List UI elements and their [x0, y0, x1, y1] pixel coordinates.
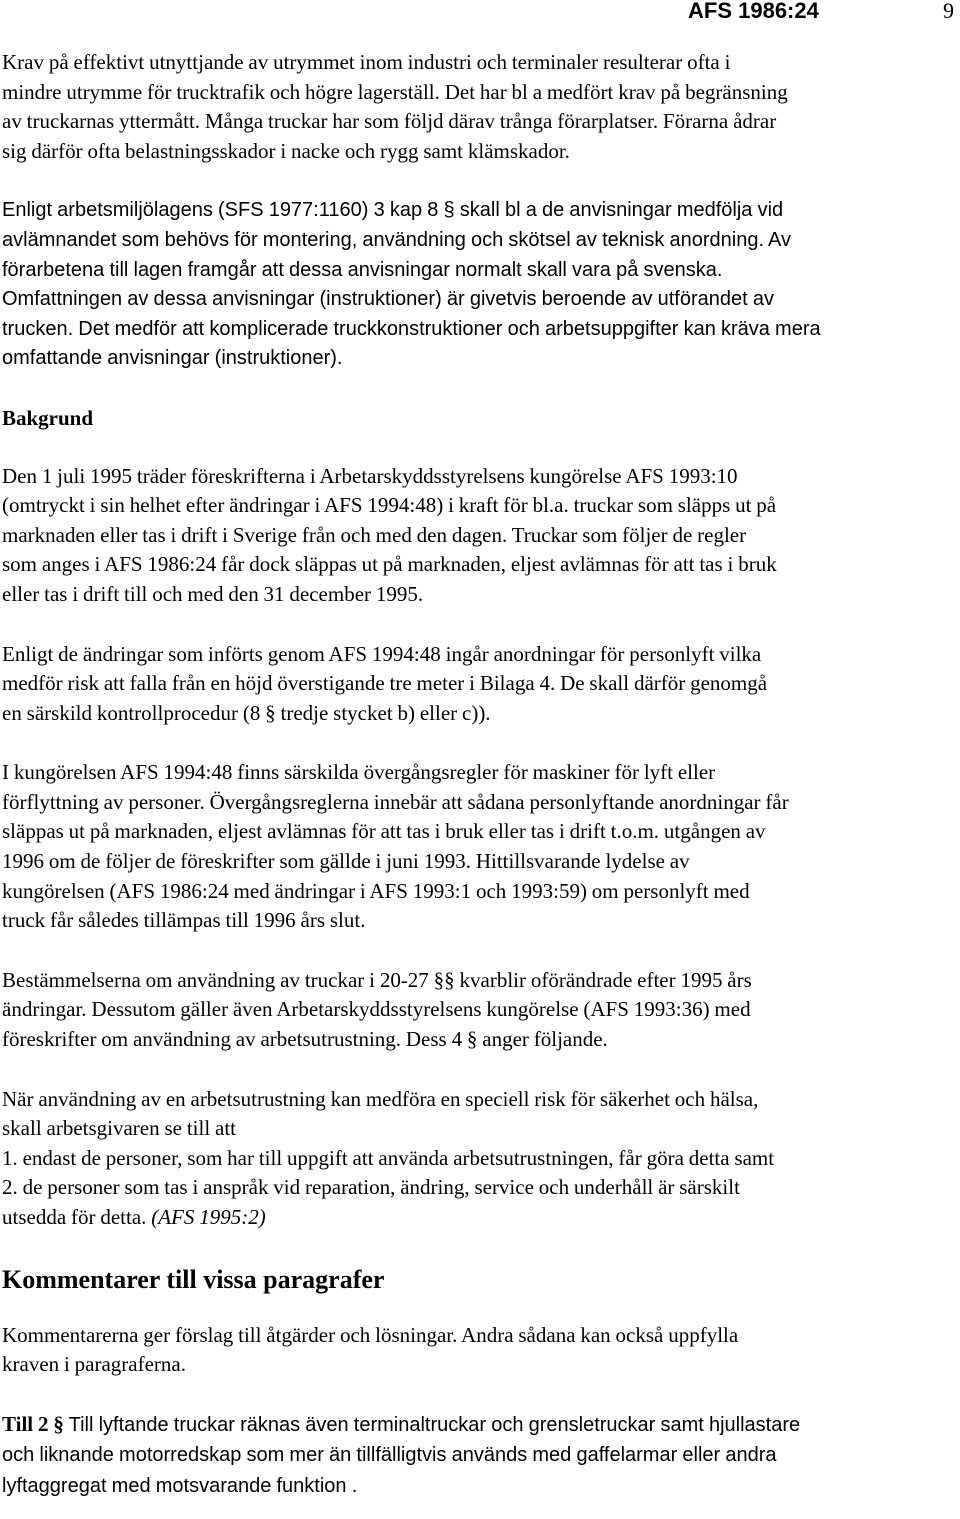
- heading-bakgrund: Bakgrund: [2, 405, 94, 430]
- quoted-rule-text: När användning av en arbetsutrustning kan medföra en speciell risk för säkerhet och hälsa, skall arbetsgivaren se till att 1. endast de personer, som har till uppgift att använda arbetsutrustningen, får göra detta samt 2. de personer som tas i anspråk vid reparation, ändring, service och underhåll är särskilt utsedda för detta.: [2, 1086, 775, 1229]
- section-label-till-2: Till 2 §: [2, 1411, 64, 1436]
- paragraph-space-requirements: Krav på effektivt utnyttjande av utrymmet inom industri och terminaler resulterar ofta i mindre utrymme för trucktrafik och högre lagerställ. Det har bl a medfört krav på begränsning av truckarnas yttermått. Många truckar har som följd därav trånga förarplatser. Förarna ådrar sig därför ofta belastningsskador i nacke och rygg samt klämskador.: [2, 50, 788, 163]
- quoted-rule-citation: (AFS 1995:2): [151, 1205, 266, 1229]
- document-body: [2, 48, 954, 1502]
- paragraph-comments-intro: Kommentarerna ger förslag till åtgärder och lösningar. Andra sådana kan också uppfylla kraven i paragraferna.: [2, 1322, 739, 1377]
- heading-kommentarer: Kommentarer till vissa paragrafer: [2, 1264, 385, 1294]
- paragraph-instructions-law: Enligt arbetsmiljölagens (SFS 1977:1160) 3 kap 8 § skall bl a de anvisningar medfölja vid avlämnandet som behövs för montering, användning och skötsel av teknisk anordning. Av förarbetena till lagen framgår att dessa anvisningar normalt skall vara på svenska. Omfattningen av dessa anvisningar (instruktioner) är givetvis beroende av utförandet av trucken. Det medför att komplicerade truckkonstruktioner och arbetsuppgifter kan kräva mera omfattande anvisningar (instruktioner).: [2, 199, 821, 370]
- paragraph-transition-rules: I kungörelsen AFS 1994:48 finns särskilda övergångsregler för maskiner för lyft eller förflyttning av personer. Övergångsreglerna innebär att sådana personlyftande anordningar får släppas ut på marknaden, eljest avlämnas för att tas i bruk eller tas i drift t.o.m. utgången av 1996 om de följer de föreskrifter som gällde i juni 1993. Hittillsvarande lydelse av kungörelsen (AFS 1986:24 med ändringar i AFS 1993:1 och 1993:59) om personlyft med truck får således tillämpas till 1996 års slut.: [2, 760, 789, 933]
- paragraph-background-effective-date: Den 1 juli 1995 träder föreskrifterna i Arbetarskyddsstyrelsens kungörelse AFS 1993:10 (omtryckt i sin helhet efter ändringar i AFS 1994:48) i kraft för bl.a. truckar som släpps ut på marknaden eller tas i drift i Sverige från och med den dagen. Truckar som följer de regler som anges i AFS 1986:24 får dock släppas ut på marknaden, eljest avlämnas för att tas i bruk eller tas i drift till och med den 31 december 1995.: [2, 463, 777, 606]
- page-number: 9: [943, 0, 954, 23]
- paragraph-till-2: [2, 1410, 954, 1502]
- paragraph-usage-rules: Bestämmelserna om användning av truckar i 20-27 §§ kvarblir oförändrade efter 1995 års ändringar. Dessutom gäller även Arbetarskyddsstyrelsens kungörelse (AFS 1993:36) med föreskrifter om användning av arbetsutrustning. Dess 4 § anger följande.: [2, 967, 752, 1052]
- paragraph-personlyft: Enligt de ändringar som införts genom AFS 1994:48 ingår anordningar för personlyft vilka medför risk att falla från en höjd överstigande tre meter i Bilaga 4. De skall därför genomgå en särskild kontrollprocedur (8 § tredje stycket b) eller c)).: [2, 641, 768, 725]
- till-2-text: Till lyftande truckar räknas även terminaltruckar och grensletruckar samt hjullastare och liknande motorredskap som mer än tillfälligtvis används med gaffelarmar eller andra lyftaggregat med motsvarande funktion .: [2, 1413, 801, 1497]
- paragraph-quoted-rule: [2, 1085, 954, 1233]
- document-code: AFS 1986:24: [688, 0, 819, 23]
